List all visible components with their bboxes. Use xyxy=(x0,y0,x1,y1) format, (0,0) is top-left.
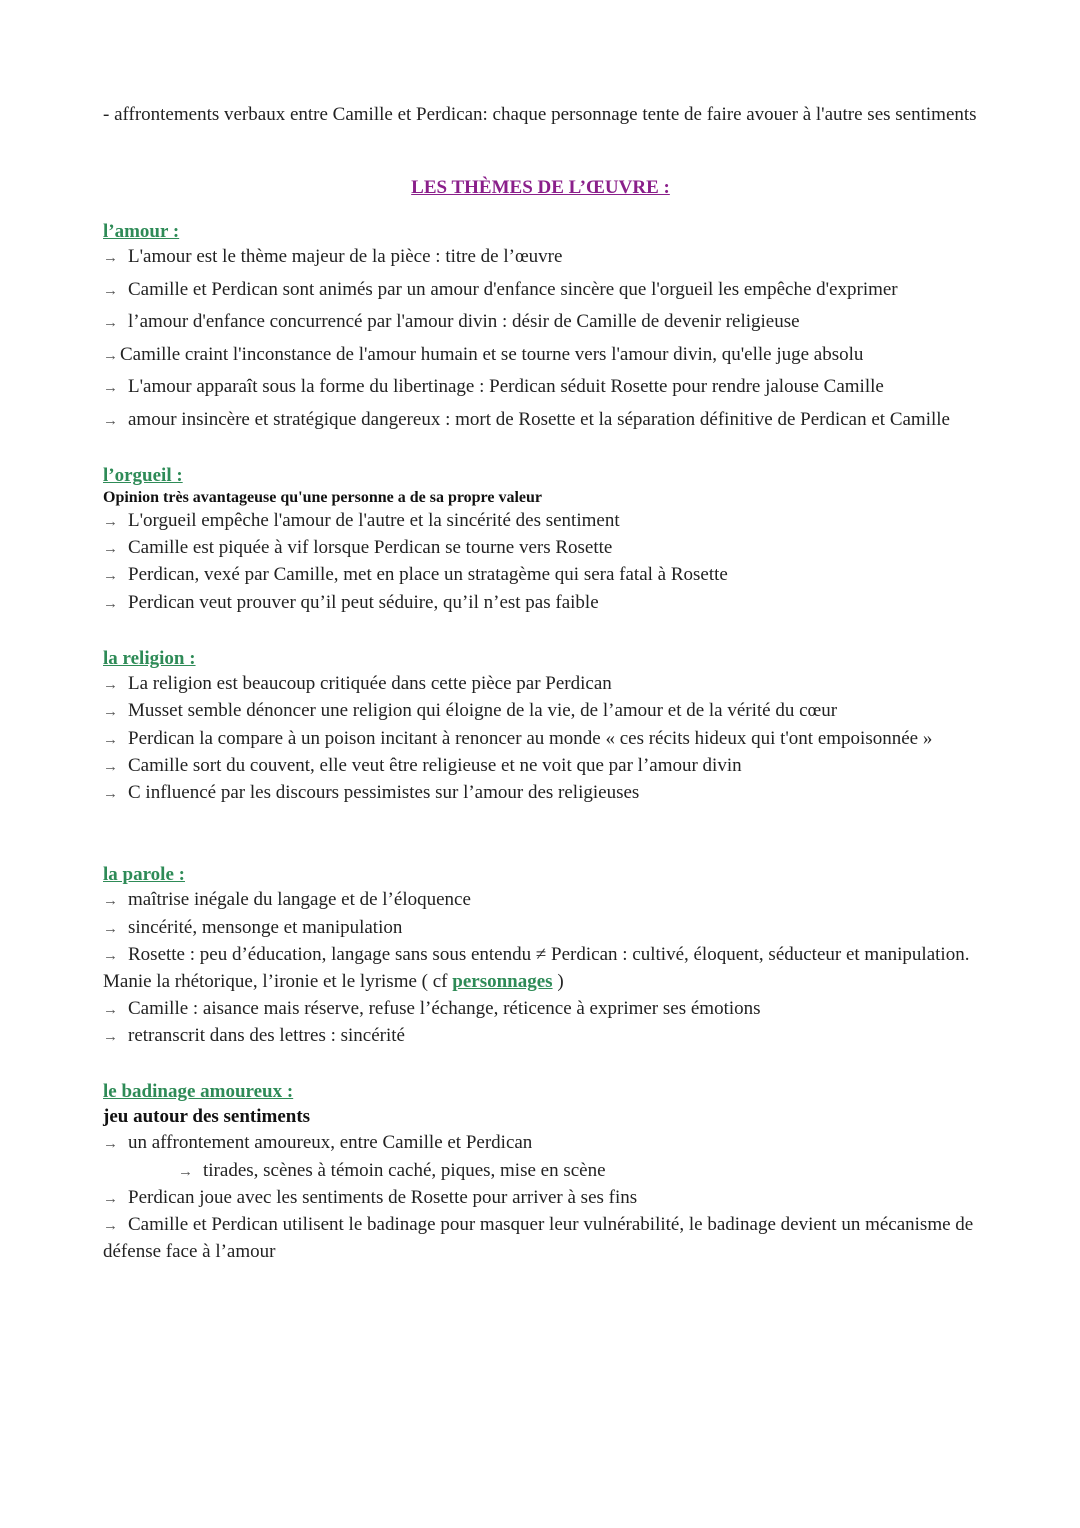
list-item: → L'amour est le thème majeur de la pièce : titre de l’œuvre xyxy=(103,244,983,271)
arrow-icon: → xyxy=(103,1218,118,1235)
list-item: → sincérité, mensonge et manipulation xyxy=(103,915,983,942)
arrow-icon: → xyxy=(103,412,118,429)
parole-list xyxy=(103,887,983,1050)
section-heading-amour: l’amour : xyxy=(103,221,180,242)
arrow-icon: → xyxy=(103,1028,118,1045)
arrow-icon: → xyxy=(103,1001,118,1018)
list-item: → Camille : aisance mais réserve, refuse l’échange, réticence à exprimer ses émotions xyxy=(103,996,983,1023)
arrow-icon: → xyxy=(103,948,118,965)
list-item: → Camille sort du couvent, elle veut être religieuse et ne voit que par l’amour divin xyxy=(103,753,983,780)
section-heading-badinage: le badinage amoureux : xyxy=(103,1081,294,1103)
badinage-subheading: jeu autour des sentiments xyxy=(103,1106,311,1128)
section-heading-religion: la religion : xyxy=(103,647,196,669)
list-item: → un affrontement amoureux, entre Camille et Perdican xyxy=(103,1130,983,1157)
list-subitem: → tirades, scènes à témoin caché, piques, mise en scène xyxy=(103,1158,983,1185)
section-religion xyxy=(103,647,983,807)
list-item: → Musset semble dénoncer une religion qui éloigne de la vie, de l’amour et de la vérité du cœur xyxy=(103,698,983,725)
document-page xyxy=(103,102,983,1266)
list-item: → Camille est piquée à vif lorsque Perdican se tourne vers Rosette xyxy=(103,535,983,562)
arrow-icon: → xyxy=(103,1190,118,1207)
orgueil-list xyxy=(103,508,983,617)
arrow-icon: → xyxy=(103,380,118,396)
list-item: → Rosette : peu d’éducation, langage sans sous entendu ≠ Perdican : cultivé, éloquent, séducteur et manipulation. Manie la rhétorique, l’ironie et le lyrisme ( cf personnages ) xyxy=(103,944,970,993)
arrow-icon: → xyxy=(103,315,118,331)
list-item: → L'orgueil empêche l'amour de l'autre et la sincérité des sentiment xyxy=(103,508,983,535)
list-item: → L'amour apparaît sous la forme du libertinage : Perdican séduit Rosette pour rendre jalouse Camille xyxy=(103,374,983,401)
list-item: → amour insincère et stratégique dangereux : mort de Rosette et la séparation définitive de Perdican et Camille xyxy=(103,407,983,434)
list-item: → Perdican, vexé par Camille, met en place un stratagème qui sera fatal à Rosette xyxy=(103,562,983,589)
list-item: → C influencé par les discours pessimistes sur l’amour des religieuses xyxy=(103,780,983,807)
arrow-icon: → xyxy=(178,1163,193,1180)
list-item: → Perdican la compare à un poison incitant à renoncer au monde « ces récits hideux qui t'ont empoisonnée » xyxy=(103,726,983,753)
section-amour xyxy=(103,220,983,434)
religion-list xyxy=(103,671,983,807)
arrow-icon: → xyxy=(103,282,118,299)
arrow-icon: → xyxy=(103,893,118,910)
personnages-link[interactable]: personnages xyxy=(452,971,553,993)
arrow-icon: → xyxy=(103,1136,118,1153)
list-item: → Camille craint l'inconstance de l'amour humain et se tourne vers l'amour divin, qu'elle juge absolu xyxy=(103,342,983,369)
list-item: → Camille et Perdican utilisent le badinage pour masquer leur vulnérabilité, le badinage devient un mécanisme de défense face à l’amour xyxy=(103,1214,974,1263)
orgueil-definition: Opinion très avantageuse qu'une personne a de sa propre valeur xyxy=(103,488,543,506)
list-item: → l’amour d'enfance concurrencé par l'amour divin : désir de Camille de devenir religieuse xyxy=(103,309,983,336)
amour-list xyxy=(103,244,983,434)
arrow-icon: → xyxy=(103,786,118,803)
arrow-icon: → xyxy=(103,920,118,937)
arrow-icon: → xyxy=(103,541,118,558)
list-item: → Perdican veut prouver qu’il peut séduire, qu’il n’est pas faible xyxy=(103,590,983,617)
section-heading-parole: la parole : xyxy=(103,864,185,886)
arrow-icon: → xyxy=(103,568,118,585)
arrow-icon: → xyxy=(103,758,118,775)
list-item: → Camille et Perdican sont animés par un amour d'enfance sincère que l'orgueil les empêche d'exprimer xyxy=(103,277,983,304)
list-item: → La religion est beaucoup critiquée dans cette pièce par Perdican xyxy=(103,671,983,698)
list-item: → retranscrit dans des lettres : sincérité xyxy=(103,1023,983,1050)
arrow-icon: → xyxy=(103,704,118,721)
section-orgueil xyxy=(103,464,983,617)
arrow-icon: → xyxy=(103,595,118,612)
intro-paragraph: - affrontements verbaux entre Camille et Perdican: chaque personnage tente de faire avouer à l'autre ses sentiments xyxy=(103,104,977,125)
list-item: → Perdican joue avec les sentiments de Rosette pour arriver à ses fins xyxy=(103,1185,983,1212)
arrow-icon: → xyxy=(103,250,118,266)
arrow-icon: → xyxy=(103,731,118,748)
arrow-icon: → xyxy=(103,347,118,364)
arrow-icon: → xyxy=(103,676,118,693)
page-title: LES THÈMES DE L’ŒUVRE : xyxy=(411,177,670,198)
section-parole xyxy=(103,863,983,1050)
section-badinage xyxy=(103,1080,983,1265)
arrow-icon: → xyxy=(103,513,118,530)
section-heading-orgueil: l’orgueil : xyxy=(103,464,183,486)
badinage-list xyxy=(103,1130,983,1265)
list-item: → maîtrise inégale du langage et de l’éloquence xyxy=(103,887,983,914)
